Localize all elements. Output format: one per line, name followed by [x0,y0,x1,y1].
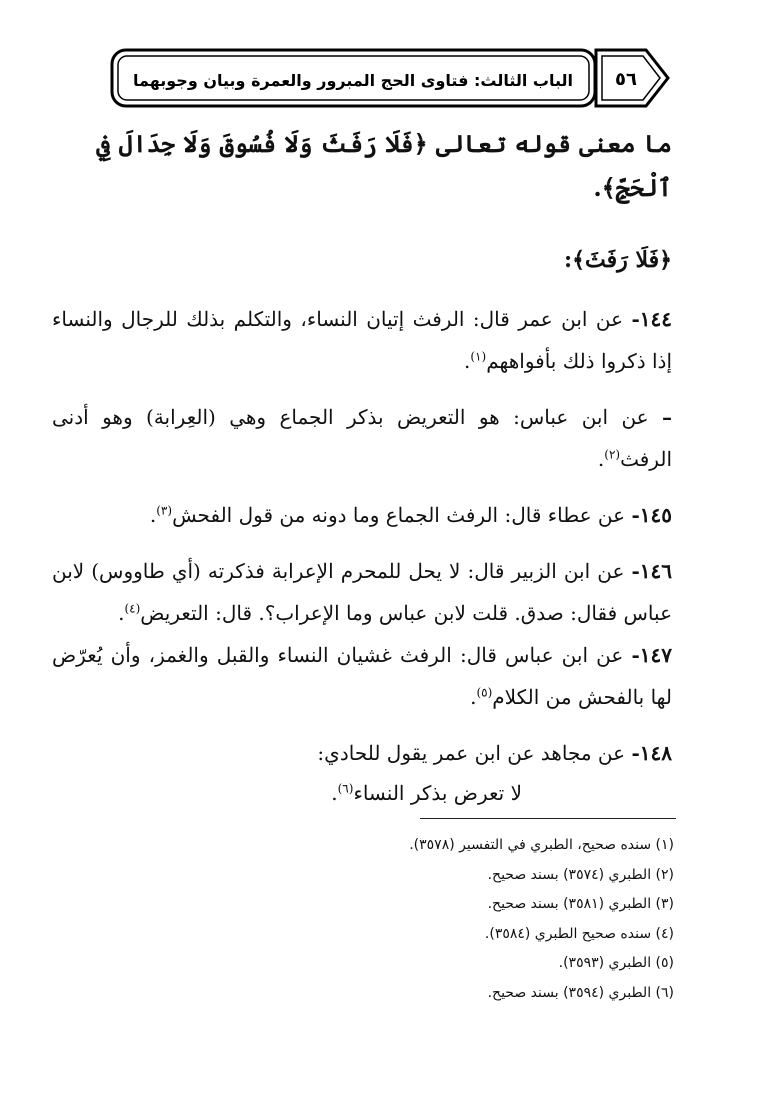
footnote-ref: (١) [470,349,487,364]
footnote-ref: (٢) [604,447,621,462]
chapter-title: الباب الثالث: فتاوى الحج المبرور والعمرة وبيان وجوبهما [132,70,574,90]
page-number: ٥٦ [615,68,637,90]
entry-end: . [464,349,471,373]
entry-text: عن ابن عباس: هو التعريض بذكر الجماع وهي (العِرابة) وهو أدنى الرفث [52,405,672,471]
entry-end: . [149,503,157,527]
entry-text: عن ابن الزبير قال: لا يحل للمحرم الإعرابة فذكرته (أي طاووس) لابن عباس فقال: صدق. قلت لابن عباس وما الإعراب؟. قال: التعريض [52,559,672,625]
verse-end: . [331,781,338,805]
entry-text: عن ابن عباس قال: الرفث غشيان النساء والقبل والغمز، وأن يُعرّض لها بالفحش من الكلام [52,643,672,709]
entry-end: . [118,601,125,625]
entry-number: ١٤٨- [631,741,672,765]
footnote-6: (٦) الطبري (٣٥٩٤) بسند صحيح. [487,984,674,1001]
footnote-4: (٤) سنده صحيح الطبري (٣٥٨٤). [484,925,674,942]
footnote-ref: (٥) [476,685,493,700]
entry-ibn-abbas [52,396,672,480]
footnote-ref: (٦) [337,781,354,796]
entry-number: ١٤٧- [631,643,673,667]
entry-end: . [470,685,477,709]
entry-number: ١٤٤- [631,307,672,331]
footnote-5: (٥) الطبري (٣٥٩٣). [558,955,674,972]
entry-144 [52,298,672,382]
section-heading: ﴿فَلَا رَفَثَ﴾: [564,247,672,273]
page-header [0,0,760,110]
footnote-3: (٣) الطبري (٣٥٨١) بسند صحيح. [487,896,674,913]
verse-line [52,774,672,812]
footnote-1: (١) سنده صحيح، الطبري في التفسير (٣٥٧٨). [409,837,674,853]
footnote-separator [420,818,676,819]
question-title: ما معنى قوله تعالى ﴿فَلَا رَفَثَ وَلَا فُسُوقَ وَلَا جِدَالَ فِي ٱلْحَجِّ﴾. [96,129,672,202]
entry-end: . [597,447,605,471]
footnote-2: (٢) الطبري (٣٥٧٤) بسند صحيح. [487,866,674,883]
entry-146 [52,550,672,634]
entry-number: ١٤٦- [631,559,672,583]
entry-145 [52,494,672,536]
entry-number: ١٤٥- [631,503,672,527]
entry-text: عن ابن عمر قال: الرفث إتيان النساء، والتكلم بذلك للرجال والنساء إذا ذكروا ذلك بأفواههم [52,307,672,373]
entry-text: عن عطاء قال: الرفث الجماع وما دونه من قول الفحش [172,503,626,527]
entry-148 [52,732,672,774]
entry-147 [52,634,672,718]
page-body [52,118,672,812]
footnote-ref: (٣) [156,503,173,518]
entry-dash: – [662,405,672,429]
verse-text: لا تعرض بذكر النساء [353,781,522,805]
footnotes [254,831,674,1009]
footnote-ref: (٤) [124,601,141,616]
entry-text: عن مجاهد عن ابن عمر يقول للحادي: [317,741,626,765]
